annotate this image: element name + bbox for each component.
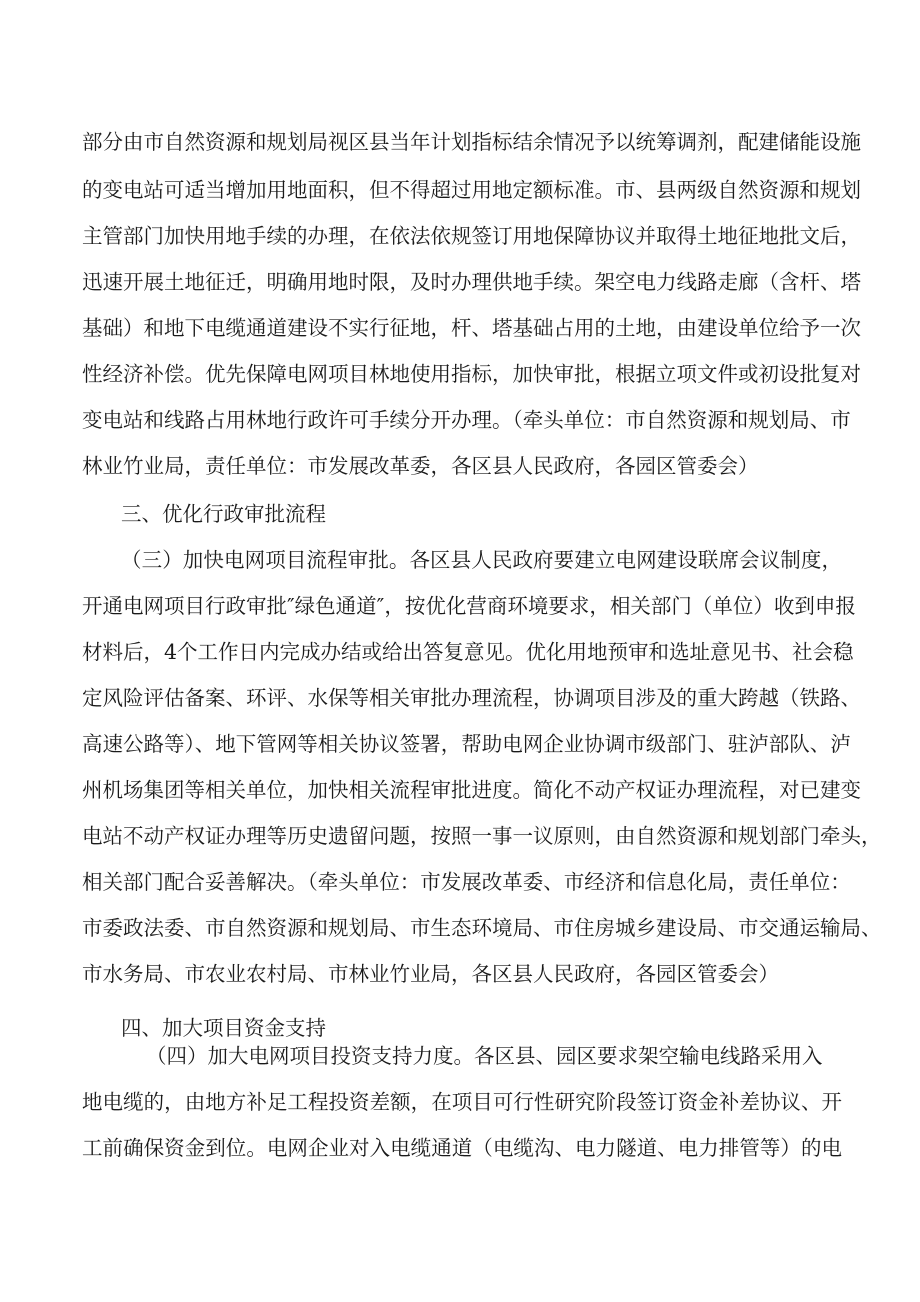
paragraph-2-line-1: （三）加快电网项目流程审批。各区县人民政府要建立电网建设联席会议制度， [121,548,842,572]
paragraph-1-line-7: 变电站和线路占用林地行政许可手续分开办理。（牵头单位：市自然资源和规划局、市 [82,408,851,432]
paragraph-1-line-1: 部分由市自然资源和规划局视区县当年计划指标结余情况予以统筹调剂，配建储能设施 [82,130,861,154]
section-heading-4: 四、加大项目资金支持 [121,1016,326,1040]
paragraph-2-line-5: 高速公路等）、地下管网等相关协议签署，帮助电网企业协调市级部门、驻泸部队、泸 [82,732,851,756]
paragraph-3-line-2: 地电缆的，由地方补足工程投资差额，在项目可行性研究阶段签订资金补差协议、开 [82,1090,842,1114]
paragraph-3-line-3: 工前确保资金到位。电网企业对入电缆通道（电缆沟、电力隧道、电力排管等）的电 [82,1136,842,1160]
paragraph-2-line-8: 相关部门配合妥善解决。（牵头单位：市发展改革委、市经济和信息化局，责任单位： [82,870,851,894]
paragraph-2-line-10: 市水务局、市农业农村局、市林业竹业局，各区县人民政府，各园区管委会） [82,962,779,986]
paragraph-2-line-3: 材料后，4个工作日内完成办结或给出答复意见。优化用地预审和选址意见书、社会稳 [82,640,854,664]
paragraph-2-line-2: 开通电网项目行政审批″绿色通道″，按优化营商环境要求，相关部门（单位）收到申报 [82,594,856,618]
paragraph-3-line-1: （四）加大电网项目投资支持力度。各区县、园区要求架空输电线路采用入 [146,1044,823,1068]
paragraph-1-line-5: 基础）和地下电缆通道建设不实行征地，杆、塔基础占用的土地，由建设单位给予一次 [82,316,861,340]
paragraph-1-line-8: 林业竹业局，责任单位：市发展改革委，各区县人民政府，各园区管委会） [82,454,759,478]
paragraph-1-line-6: 性经济补偿。优先保障电网项目林地使用指标，加快审批，根据立项文件或初设批复对 [82,362,861,386]
paragraph-1-line-4: 迅速开展土地征迁，明确用地时限，及时办理供地手续。架空电力线路走廊（含杆、塔 [82,270,861,294]
paragraph-1-line-3: 主管部门加快用地手续的办理，在依法依规签订用地保障协议并取得土地征地批文后， [82,224,861,248]
paragraph-2-line-4: 定风险评估备案、环评、水保等相关审批办理流程，协调项目涉及的重大跨越（铁路、 [82,686,861,710]
paragraph-2-line-9: 市委政法委、市自然资源和规划局、市生态环境局、市住房城乡建设局、市交通运输局、 [82,916,882,940]
section-heading-3: 三、优化行政审批流程 [121,502,326,526]
paragraph-2-line-6: 州机场集团等相关单位，加快相关流程审批进度。简化不动产权证办理流程，对已建变 [82,778,861,802]
paragraph-2-line-7: 电站不动产权证办理等历史遗留问题，按照一事一议原则，由自然资源和规划部门牵头， [82,824,882,848]
paragraph-1-line-2: 的变电站可适当增加用地面积，但不得超过用地定额标准。市、县两级自然资源和规划 [82,178,861,202]
